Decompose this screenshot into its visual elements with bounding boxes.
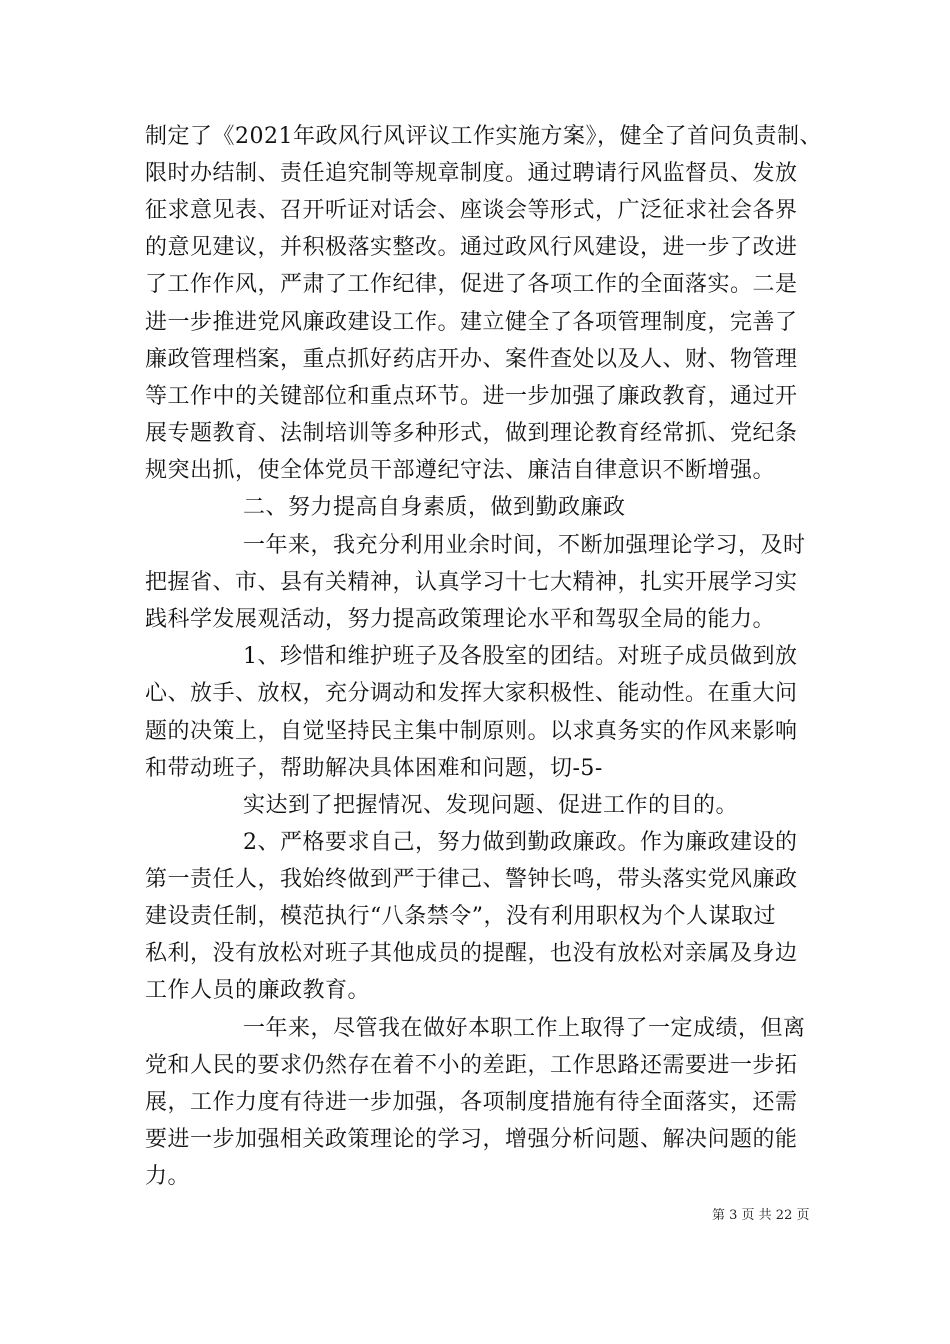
- text-line: 进一步推进党风廉政建设工作。建立健全了各项管理制度，完善了: [145, 310, 798, 335]
- text-line: 的意见建议，并积极落实整改。通过政风行风建设，进一步了改进: [145, 235, 798, 260]
- text-line: 党和人民的要求仍然存在着不小的差距，工作思路还需要进一步拓: [145, 1053, 798, 1078]
- text-line: 私利，没有放松对班子其他成员的提醒，也没有放松对亲属及身边: [145, 941, 798, 966]
- text-line: 力。: [145, 1164, 191, 1189]
- text-line: 践科学发展观活动，努力提高政策理论水平和驾驭全局的能力。: [145, 607, 776, 632]
- text-line: 实达到了把握情况、发现问题、促进工作的目的。: [243, 793, 739, 818]
- text-line: 题的决策上，自觉坚持民主集中制原则。以求真务实的作风来影响: [145, 719, 798, 744]
- text-line: 要进一步加强相关政策理论的学习，增强分析问题、解决问题的能: [145, 1127, 798, 1152]
- text-line: 工作人员的廉政教育。: [145, 978, 371, 1003]
- text-line: 制定了《2021年政风行风评议工作实施方案》，健全了首问负责制、: [145, 124, 822, 149]
- text-line: 建设责任制，模范执行“八条禁令”，没有利用职权为个人谋取过: [145, 904, 776, 929]
- text-line: 限时办结制、责任追究制等规章制度。通过聘请行风监督员、发放: [145, 161, 798, 186]
- text-line: 廉政管理档案，重点抓好药店开办、案件查处以及人、财、物管理: [145, 347, 798, 372]
- section-heading: 二、努力提高自身素质，做到勤政廉政: [243, 495, 626, 520]
- text-line: 一年来，我充分利用业余时间，不断加强理论学习，及时: [243, 533, 806, 558]
- text-line: 等工作中的关键部位和重点环节。进一步加强了廉政教育，通过开: [145, 384, 798, 409]
- text-line: 征求意见表、召开听证对话会、座谈会等形式，广泛征求社会各界: [145, 198, 798, 223]
- text-line: 和带动班子，帮助解决具体困难和问题，切-5-: [145, 756, 603, 781]
- text-line: 第一责任人，我始终做到严于律己、警钟长鸣，带头落实党风廉政: [145, 867, 798, 892]
- text-line: 规突出抓，使全体党员干部遵纪守法、廉洁自律意识不断增强。: [145, 458, 776, 483]
- text-line: 展专题教育、法制培训等多种形式，做到理论教育经常抓、党纪条: [145, 421, 798, 446]
- page-number: 第 3 页 共 22 页: [712, 1208, 810, 1223]
- text-line: 心、放手、放权，充分调动和发挥大家积极性、能动性。在重大问: [145, 681, 798, 706]
- text-line: 2、严格要求自己，努力做到勤政廉政。作为廉政建设的: [243, 830, 798, 855]
- text-line: 1、珍惜和维护班子及各股室的团结。对班子成员做到放: [243, 644, 798, 669]
- text-line: 把握省、市、县有关精神，认真学习十七大精神，扎实开展学习实: [145, 570, 798, 595]
- text-line: 一年来，尽管我在做好本职工作上取得了一定成绩，但离: [243, 1016, 806, 1041]
- text-line: 了工作作风，严肃了工作纪律，促进了各项工作的全面落实。二是: [145, 272, 798, 297]
- text-line: 展，工作力度有待进一步加强，各项制度措施有待全面落实，还需: [145, 1090, 798, 1115]
